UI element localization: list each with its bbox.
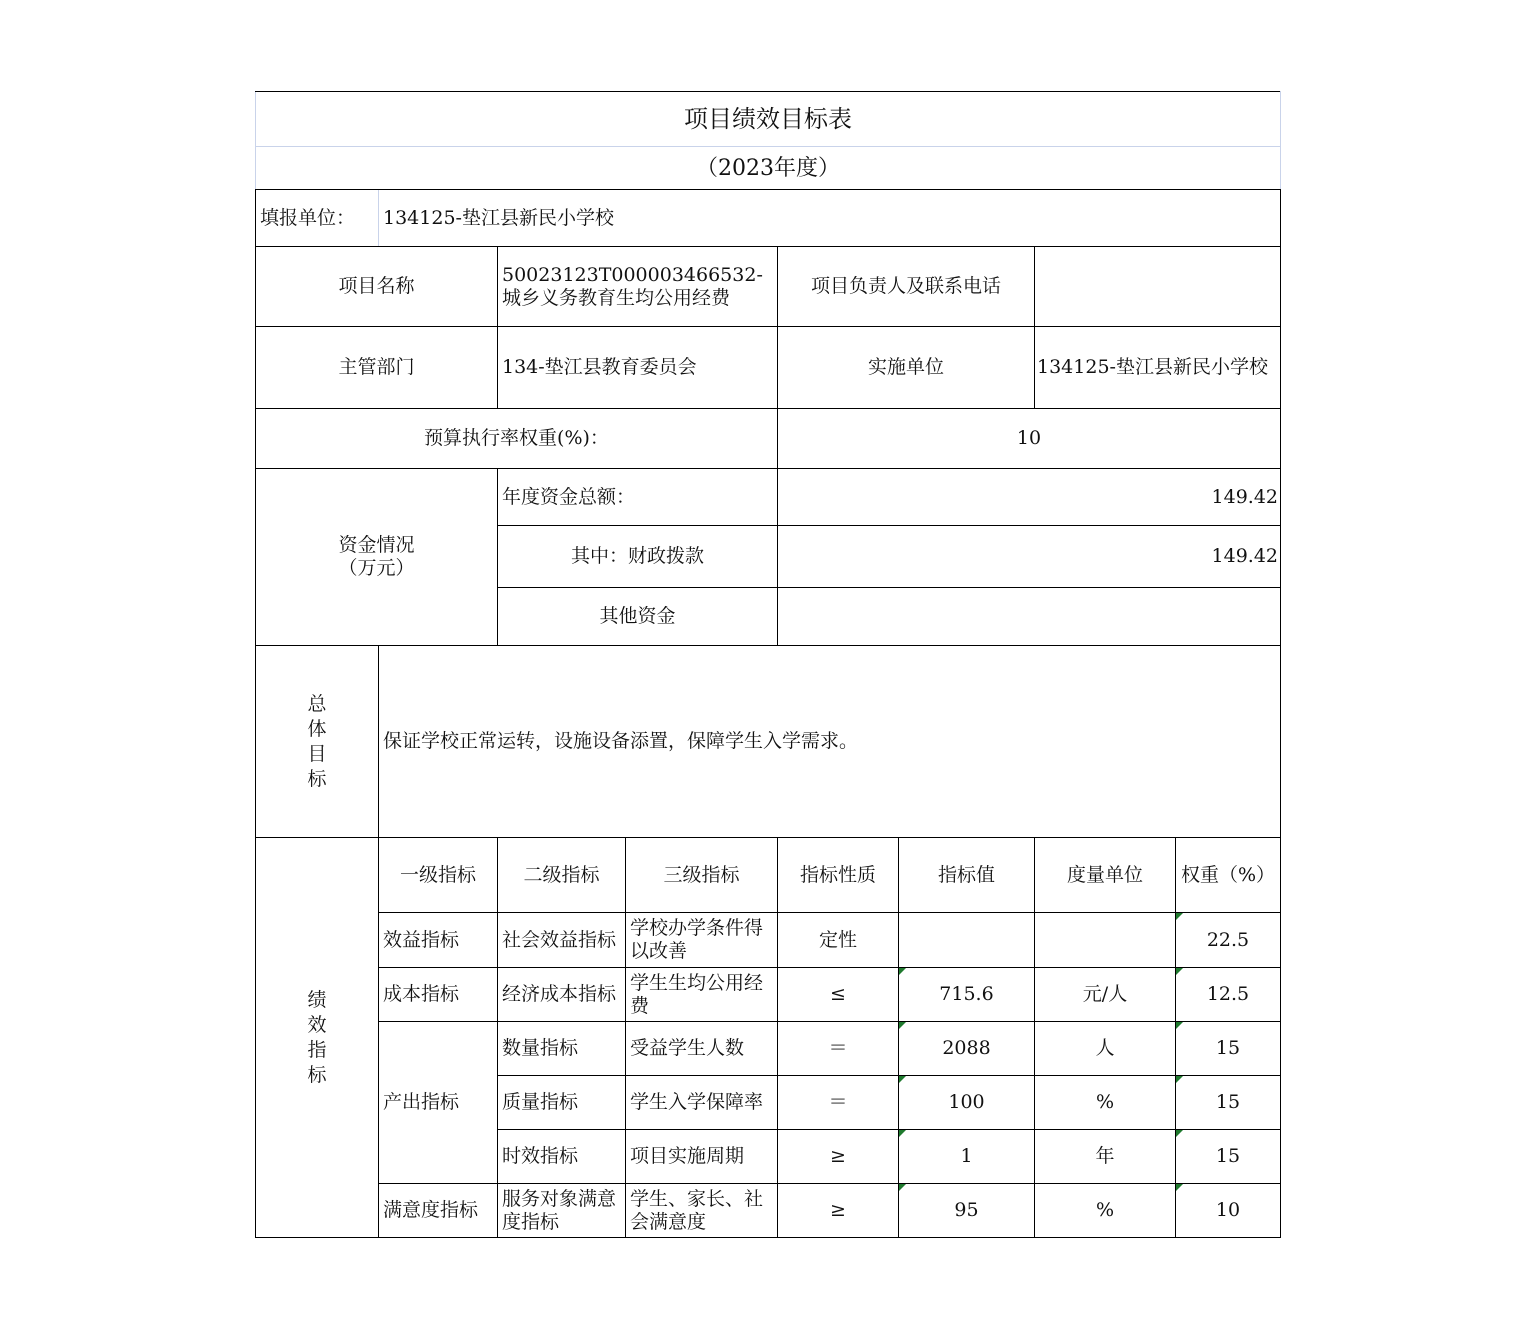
row-value — [899, 913, 1035, 968]
row-level1: 满意度指标 — [379, 1184, 498, 1238]
project-name-value: 50023123T000003466532-城乡义务教育生均公用经费 — [498, 247, 778, 327]
header-level1: 一级指标 — [379, 838, 498, 913]
row-unit: % — [1035, 1076, 1176, 1130]
row-nature: ≥ — [778, 1184, 899, 1238]
row-value: 715.6 — [899, 968, 1035, 1022]
table-row — [256, 913, 1281, 968]
row-nature: ≤ — [778, 968, 899, 1022]
performance-target-sheet — [255, 91, 1280, 1238]
reporting-unit-value: 134125-垫江县新民小学校 — [379, 190, 1281, 247]
indicators-label — [256, 838, 379, 1238]
row-value: 95 — [899, 1184, 1035, 1238]
row-level2: 服务对象满意度指标 — [498, 1184, 626, 1238]
funds-label-line2: （万元） — [338, 557, 415, 579]
row-nature: ＝ — [778, 1076, 899, 1130]
row-unit — [1035, 913, 1176, 968]
row-value: 2088 — [899, 1022, 1035, 1076]
header-level3: 三级指标 — [626, 838, 778, 913]
row-unit: 人 — [1035, 1022, 1176, 1076]
row-nature: 定性 — [778, 913, 899, 968]
indicators-char: 标 — [307, 1063, 327, 1086]
row-weight: 15 — [1176, 1076, 1281, 1130]
header-nature: 指标性质 — [778, 838, 899, 913]
indicators-char: 绩 — [307, 988, 327, 1011]
row-level1: 产出指标 — [379, 1022, 498, 1184]
implementing-unit-label: 实施单位 — [778, 327, 1035, 409]
funds-total-value: 149.42 — [778, 469, 1281, 526]
row-level2: 质量指标 — [498, 1076, 626, 1130]
funds-fiscal-label: 其中：财政拨款 — [498, 526, 778, 588]
row-level2: 数量指标 — [498, 1022, 626, 1076]
row-level2: 时效指标 — [498, 1130, 626, 1184]
row-nature: ≥ — [778, 1130, 899, 1184]
row-weight: 12.5 — [1176, 968, 1281, 1022]
header-unit: 度量单位 — [1035, 838, 1176, 913]
header-level2: 二级指标 — [498, 838, 626, 913]
row-unit: 元/人 — [1035, 968, 1176, 1022]
table-row — [256, 1022, 1281, 1076]
row-unit: 年 — [1035, 1130, 1176, 1184]
overall-goal-label — [256, 646, 379, 838]
table-title: 项目绩效目标表 — [256, 92, 1281, 147]
performance-target-table — [255, 91, 1281, 1238]
project-owner-label: 项目负责人及联系电话 — [778, 247, 1035, 327]
row-level2: 经济成本指标 — [498, 968, 626, 1022]
header-weight: 权重（%） — [1176, 838, 1281, 913]
overall-goal-text: 保证学校正常运转，设施设备添置，保障学生入学需求。 — [379, 646, 1281, 838]
implementing-unit-value: 134125-垫江县新民小学校 — [1035, 327, 1281, 409]
overall-goal-char: 标 — [307, 767, 327, 790]
row-level3: 学生、家长、社会满意度 — [626, 1184, 778, 1238]
funds-other-label: 其他资金 — [498, 588, 778, 646]
department-label: 主管部门 — [256, 327, 498, 409]
row-level3: 学生入学保障率 — [626, 1076, 778, 1130]
budget-rate-value: 10 — [778, 409, 1281, 469]
row-weight: 15 — [1176, 1022, 1281, 1076]
project-owner-value — [1035, 247, 1281, 327]
row-level3: 受益学生人数 — [626, 1022, 778, 1076]
row-nature: ＝ — [778, 1022, 899, 1076]
row-value: 1 — [899, 1130, 1035, 1184]
reporting-unit-label: 填报单位： — [256, 190, 379, 247]
budget-rate-label: 预算执行率权重(%)： — [256, 409, 778, 469]
indicators-char: 指 — [307, 1038, 327, 1061]
indicators-char: 效 — [307, 1013, 327, 1036]
row-level3: 学校办学条件得以改善 — [626, 913, 778, 968]
row-level1: 成本指标 — [379, 968, 498, 1022]
overall-goal-char: 目 — [307, 742, 327, 765]
row-level2: 社会效益指标 — [498, 913, 626, 968]
row-level3: 项目实施周期 — [626, 1130, 778, 1184]
row-weight: 10 — [1176, 1184, 1281, 1238]
department-value: 134-垫江县教育委员会 — [498, 327, 778, 409]
table-year: （2023年度） — [256, 147, 1281, 190]
project-name-label: 项目名称 — [256, 247, 498, 327]
funds-label — [256, 469, 498, 646]
table-row — [256, 1184, 1281, 1238]
overall-goal-char: 总 — [307, 692, 327, 715]
row-level3: 学生生均公用经费 — [626, 968, 778, 1022]
row-weight: 22.5 — [1176, 913, 1281, 968]
funds-fiscal-value: 149.42 — [778, 526, 1281, 588]
overall-goal-char: 体 — [307, 717, 327, 740]
row-weight: 15 — [1176, 1130, 1281, 1184]
row-unit: % — [1035, 1184, 1176, 1238]
row-value: 100 — [899, 1076, 1035, 1130]
funds-other-value — [778, 588, 1281, 646]
funds-label-line1: 资金情况 — [338, 534, 415, 556]
funds-total-label: 年度资金总额： — [498, 469, 778, 526]
row-level1: 效益指标 — [379, 913, 498, 968]
table-row — [256, 968, 1281, 1022]
header-value: 指标值 — [899, 838, 1035, 913]
